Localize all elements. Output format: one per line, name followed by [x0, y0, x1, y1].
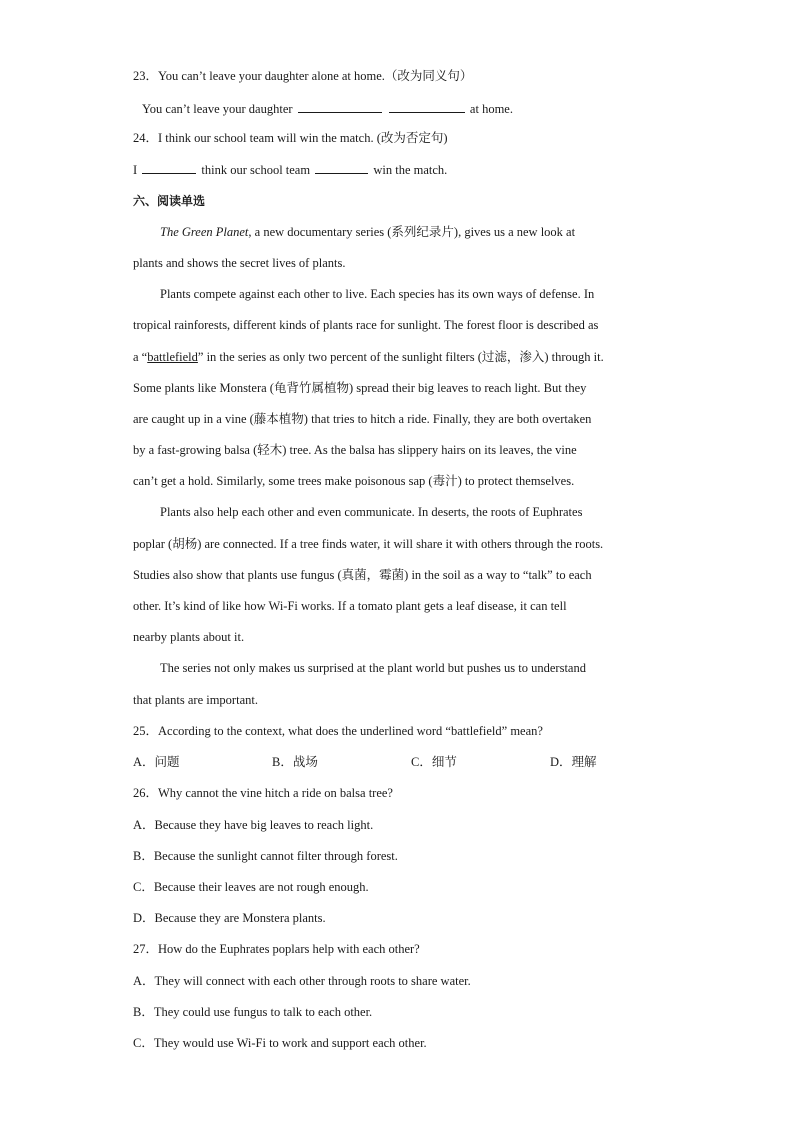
section-heading: 六、阅读单选 [133, 194, 206, 208]
passage-p2-line3 [133, 349, 604, 365]
q27-option-c[interactable]: C．They would use Wi-Fi to work and support each other. [133, 1036, 427, 1050]
passage-p2-line3-post: ” in the series as only two percent of the sunlight filters (过滤，渗入) through it. [197, 350, 604, 364]
passage-p2-line6: by a fast-growing balsa (轻木) tree. As the balsa has slippery hairs on its leaves, the vine [133, 443, 577, 457]
passage-p4-line1: The series not only makes us surprised at the plant world but pushes us to understand [160, 661, 586, 675]
q25-option-a[interactable]: A．问题 [133, 755, 180, 769]
passage-p2-line3-pre: a “ [133, 350, 148, 364]
passage-p3-line5: nearby plants about it. [133, 630, 245, 644]
q24-blank-1[interactable] [142, 161, 196, 174]
q23-answer-suffix: at home. [469, 102, 513, 116]
passage-p1-line1-rest: , a new documentary series (系列纪录片), gives us a new look at [248, 225, 576, 239]
q24-blank-2[interactable] [315, 161, 368, 174]
passage-p3-line3: Studies also show that plants use fungus (真菌，霉菌) in the soil as a way to “talk” to each [133, 568, 592, 582]
q25-option-d[interactable]: D．理解 [550, 755, 597, 769]
q23-blank-1[interactable] [298, 100, 382, 113]
q26-stem: 26．Why cannot the vine hitch a ride on balsa tree? [133, 786, 393, 800]
passage-title-italic: The Green Planet [160, 225, 249, 239]
passage-p2-line7: can’t get a hold. Similarly, some trees make poisonous sap (毒汁) to protect themselves. [133, 474, 575, 488]
q27-option-a[interactable]: A．They will connect with each other through roots to share water. [133, 974, 471, 988]
q23-answer-line [142, 100, 513, 117]
q26-option-b[interactable]: B．Because the sunlight cannot filter through forest. [133, 849, 398, 863]
q23-stem: 23．You can’t leave your daughter alone at home.（改为同义句） [133, 69, 473, 83]
underlined-word-battlefield: battlefield [147, 350, 198, 364]
q25-option-c[interactable]: C．细节 [411, 755, 457, 769]
q23-answer-prefix: You can’t leave your daughter [142, 102, 293, 116]
q24-answer-part2: think our school team [201, 163, 311, 177]
passage-p2-line1: Plants compete against each other to live. Each species has its own ways of defense. In [160, 287, 595, 301]
passage-p1-line2: plants and shows the secret lives of plants. [133, 256, 346, 270]
passage-p3-line1: Plants also help each other and even communicate. In deserts, the roots of Euphrates [160, 505, 583, 519]
q26-option-c[interactable]: C．Because their leaves are not rough enough. [133, 880, 369, 894]
q27-option-b[interactable]: B．They could use fungus to talk to each other. [133, 1005, 373, 1019]
q23-blank-2[interactable] [389, 100, 465, 113]
passage-p2-line4: Some plants like Monstera (龟背竹属植物) spread their big leaves to reach light. But they [133, 381, 587, 395]
q26-option-a[interactable]: A．Because they have big leaves to reach light. [133, 818, 374, 832]
q26-option-d[interactable]: D．Because they are Monstera plants. [133, 911, 326, 925]
q25-stem: 25．According to the context, what does the underlined word “battlefield” mean? [133, 724, 543, 738]
q24-stem: 24．I think our school team will win the match. (改为否定句) [133, 131, 448, 145]
q25-options [133, 754, 597, 770]
q24-answer-part3: win the match. [373, 163, 448, 177]
passage-p3-line2: poplar (胡杨) are connected. If a tree finds water, it will share it with others through the roots. [133, 537, 604, 551]
passage-p3-line4: other. It’s kind of like how Wi-Fi works. If a tomato plant gets a leaf disease, it can tell [133, 599, 567, 613]
passage-p1-line1 [160, 224, 575, 240]
q25-option-b[interactable]: B．战场 [272, 755, 318, 769]
passage-p2-line2: tropical rainforests, different kinds of plants race for sunlight. The forest floor is described as [133, 318, 599, 332]
q24-answer-part1: I [133, 163, 138, 177]
q24-answer-line [133, 161, 447, 178]
passage-p4-line2: that plants are important. [133, 693, 258, 707]
passage-p2-line5: are caught up in a vine (藤本植物) that tries to hitch a ride. Finally, they are both overtaken [133, 412, 592, 426]
q27-stem: 27．How do the Euphrates poplars help with each other? [133, 942, 420, 956]
